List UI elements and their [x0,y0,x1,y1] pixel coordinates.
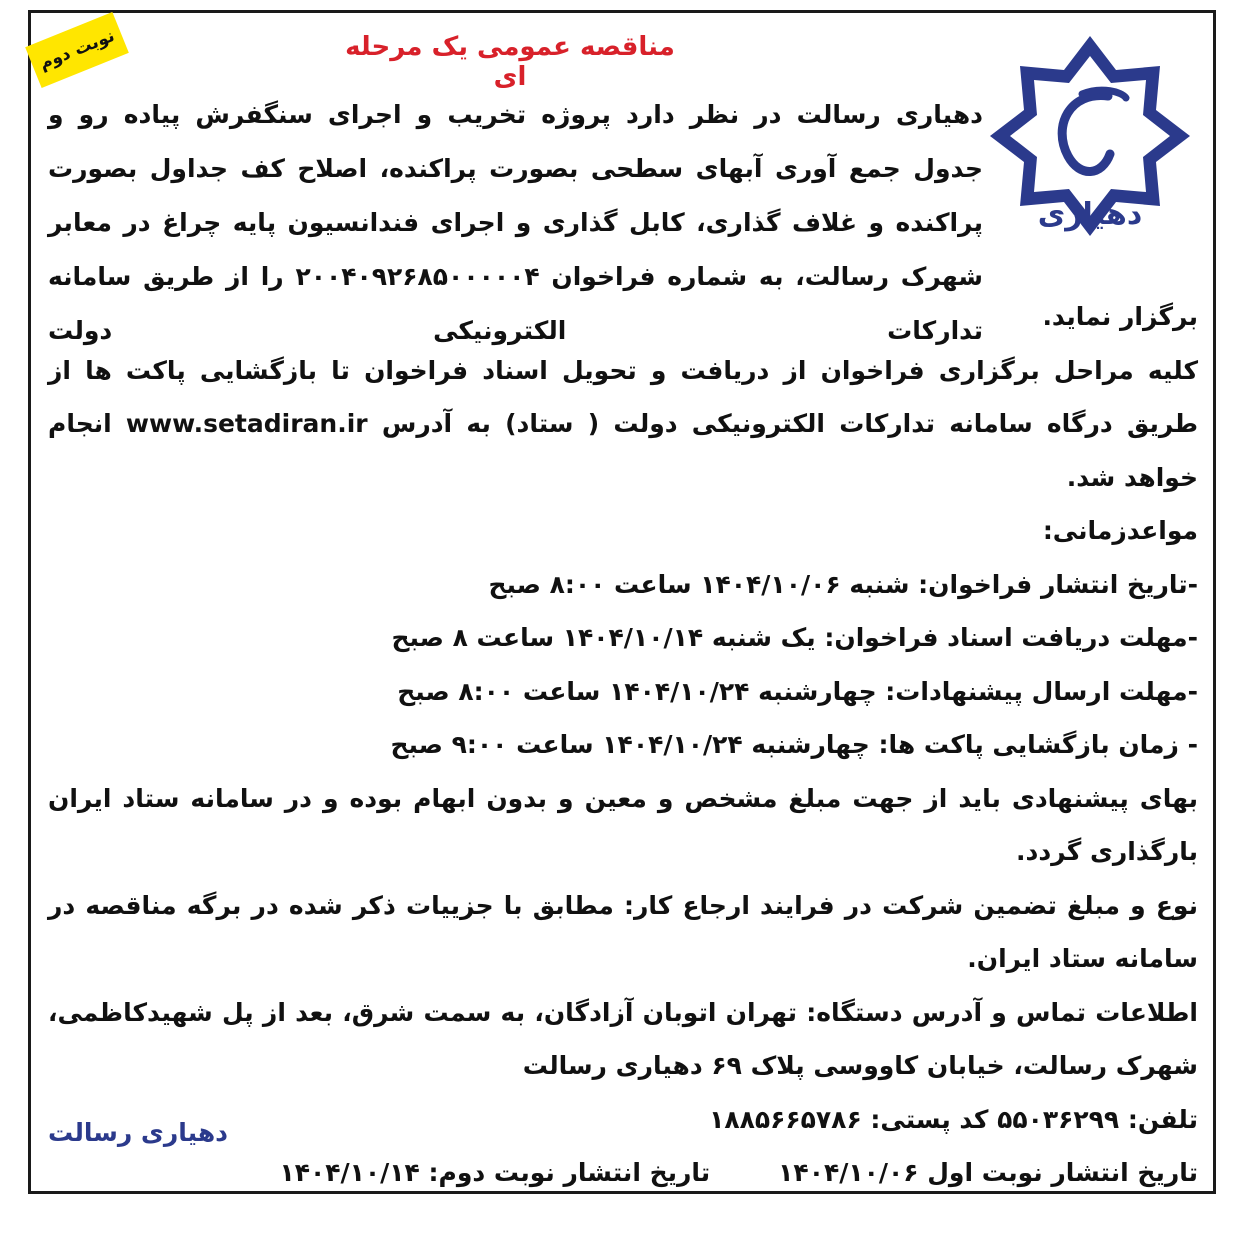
price-note: بهای پیشنهادی باید از جهت مبلغ مشخص و معین و بدون ابهام بوده و در سامانه ستاد ایران بارگذاری گردد. [48,783,1198,866]
guarantee-paragraph: نوع و مبلغ تضمین شرکت در فرایند ارجاع کار: مطابق با جزییات ذکر شده در برگه مناقصه در سامانه ستاد ایران. [48,890,1198,973]
phone-line: تلفن: ۵۵۰۳۶۲۹۹ کد پستی: ۱۸۸۵۶۶۵۷۸۶ [709,1104,1198,1134]
first-publication-date: تاریخ انتشار نوبت اول ۱۴۰۴/۱۰/۰۶ [778,1158,1198,1187]
schedule-item-submit-bids: -مهلت ارسال پیشنهادات: چهارشنبه ۱۴۰۴/۱۰/۲۴ ساعت ۸:۰۰ صبح [397,676,1198,706]
signature: دهیاری رسالت [48,1118,228,1147]
schedule-item-publish: -تاریخ انتشار فراخوان: شنبه ۱۴۰۴/۱۰/۰۶ ساعت ۸:۰۰ صبح [488,569,1198,599]
dehyari-logo-icon [990,36,1190,246]
page-title: مناقصه عمومی یک مرحله ای [345,32,675,92]
schedule-heading: مواعدزمانی: [1042,516,1198,545]
contact-paragraph: اطلاعات تماس و آدرس دستگاه: تهران اتوبان آزادگان، به سمت شرق، بعد از پل شهیدکاظمی، شهرک رسالت، خیابان کاووسی پلاک ۶۹ دهیاری رسالت [48,997,1198,1080]
announcement-body [48,290,1198,1200]
schedule-item-receive-docs: -مهلت دریافت اسناد فراخوان: یک شنبه ۱۴۰۴/۱۰/۱۴ ساعت ۸ صبح [391,623,1198,652]
logo-text: دهیاری [1037,197,1143,232]
intro-paragraph: دهیاری رسالت در نظر دارد پروژه تخریب و اجرای سنگفرش پیاده رو و جدول جمع آوری آبهای سطحی بصورت پراکنده، اصلاح کف جداول بصورت پراکنده و غلاف گذاری، کابل گذاری و اجرای فندانسیون پایه چراغ در معابر شهرک رسالت، به شماره فراخوان ۲۰۰۴۰۹۲۶۸۵۰۰۰۰۰۴ را از طریق سامانه تدارکات الکترونیکی دولت [48,100,983,345]
stages-paragraph: کلیه مراحل برگزاری فراخوان از دریافت و تحویل اسناد فراخوان تا بازگشایی پاکت ها از طریق درگاه سامانه تدارکات الکترونیکی دولت ( ستاد) به آدرس www.setadiran.ir انجام خواهد شد. [48,355,1198,492]
second-publication-date: تاریخ انتشار نوبت دوم: ۱۴۰۴/۱۰/۱۴ [279,1158,711,1187]
intro-end: برگزار نماید. [1042,302,1198,331]
notice-badge: نوبت دوم [25,12,129,88]
publication-dates [48,1146,1198,1200]
schedule-item-opening: - زمان بازگشایی پاکت ها: چهارشنبه ۱۴۰۴/۱۰/۲۴ ساعت ۹:۰۰ صبح [390,730,1198,759]
